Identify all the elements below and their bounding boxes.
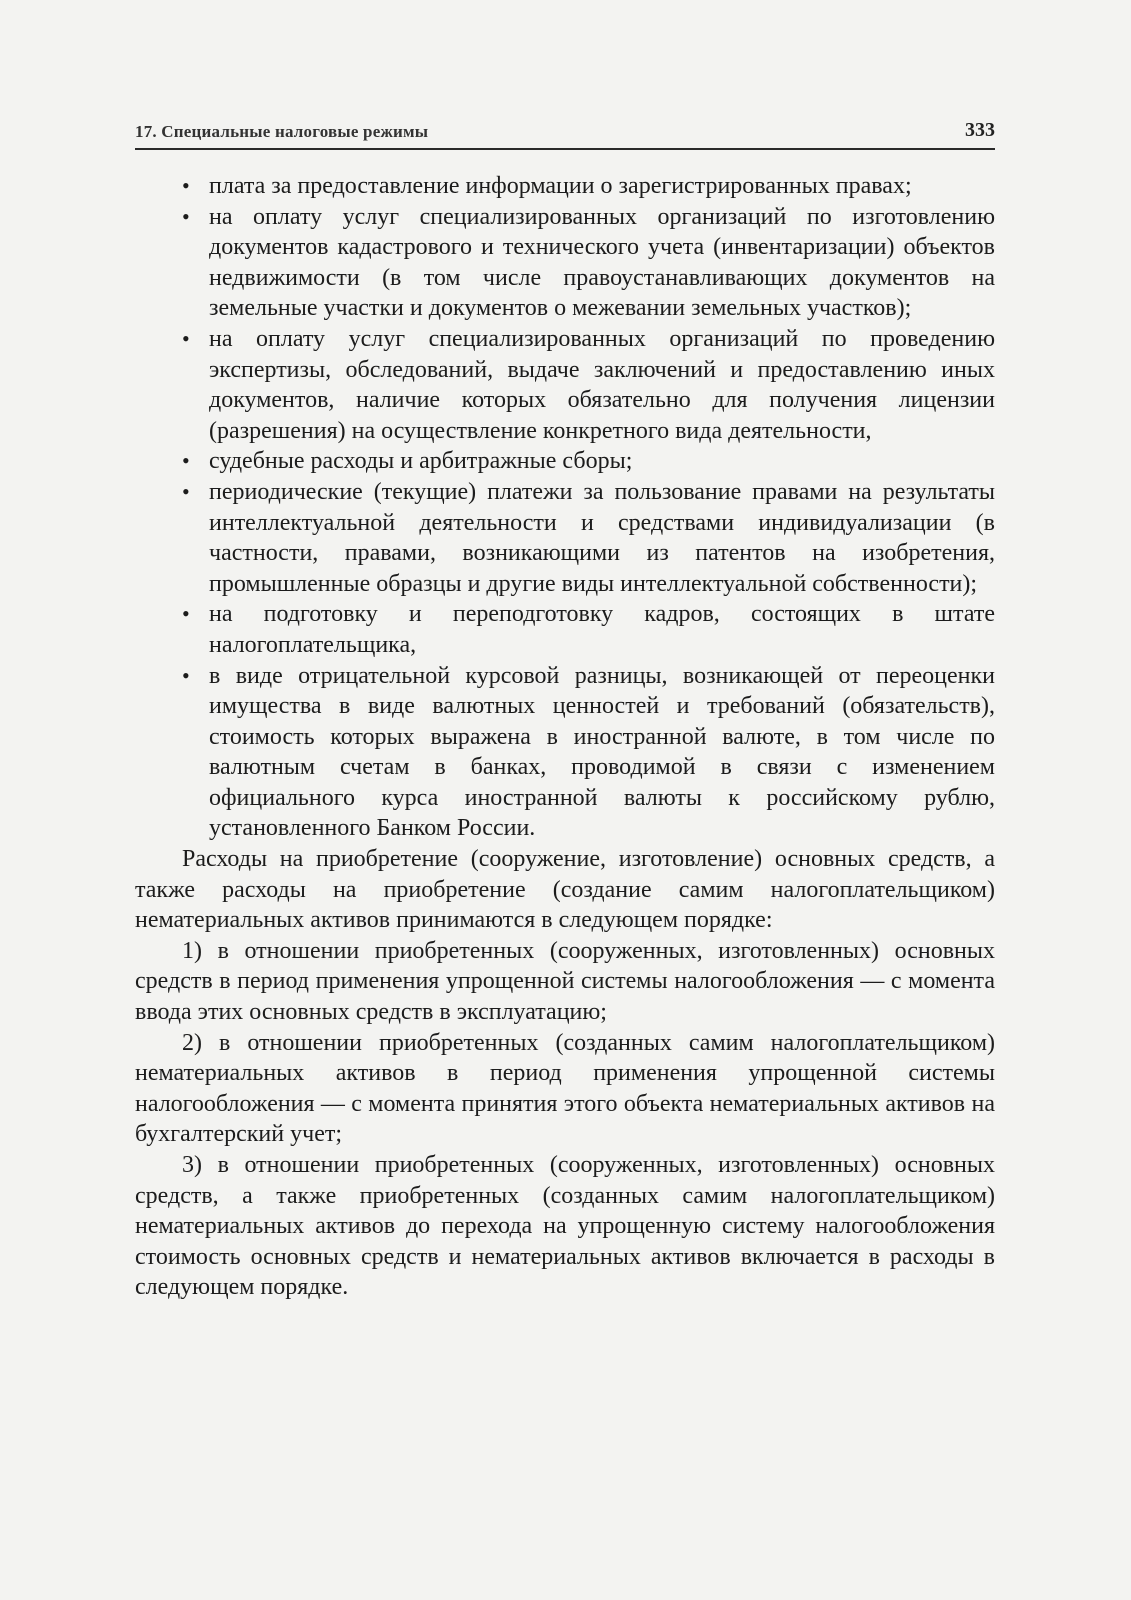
page-body (135, 171, 995, 1303)
list-item (135, 202, 995, 324)
list-item-text: на подготовку и переподготовку кадров, состоящих в штате налогоплательщика, (209, 601, 995, 658)
body-paragraph: 1) в отношении приобретенных (сооруженных, изготовленных) основных средств в период применения упрощенной системы налогообложения — с момента ввода этих основных средств в эксплуатацию; (135, 937, 995, 1026)
running-title: 17. Специальные налоговые режимы (135, 122, 429, 141)
bullet-icon: • (182, 325, 190, 351)
list-item-text: на оплату услуг специализированных организаций по изготовлению документов кадастрового и технического учета (инвентаризации) объектов недвижимости (в том числе правоустанавливающих документов на земельные участки и документов о межевании земельных участков); (209, 203, 995, 322)
bullet-icon: • (182, 448, 190, 474)
bullet-icon: • (182, 478, 190, 504)
page-number: 333 (965, 119, 995, 141)
list-item (135, 661, 995, 845)
list-item-text: в виде отрицательной курсовой разницы, возникающей от переоценки имущества в виде валютных ценностей и требований (обязательств), стоимость которых выражена в иностранной валюте, в том числе по валютным счетам в банках, проводимой в связи с изменением официального курса иностранной валюты к российскому рублю, установленного Банком России. (209, 662, 995, 842)
body-paragraph: 2) в отношении приобретенных (созданных самим налогоплательщиком) нематериальных активов в период применения упрощенной системы налогообложения — с момента принятия этого объекта нематериальных активов на бухгалтерский учет; (135, 1029, 995, 1148)
list-item-text: плата за предоставление информации о зарегистрированных правах; (209, 173, 912, 199)
body-paragraph: Расходы на приобретение (сооружение, изготовление) основных средств, а также расходы на приобретение (создание самим налогоплательщиком) нематериальных активов принимаются в следующем порядке: (135, 846, 995, 934)
list-item (135, 477, 995, 599)
bullet-icon: • (182, 601, 190, 627)
list-item (135, 446, 995, 477)
bullet-icon: • (182, 662, 190, 688)
page-header (135, 114, 995, 150)
bullet-icon: • (182, 173, 190, 198)
list-item-text: судебные расходы и арбитражные сборы; (209, 448, 633, 475)
list-item (135, 171, 995, 202)
bullet-list (135, 171, 995, 844)
list-item-text: на оплату услуг специализированных организаций по проведению экспертизы, обследований, выдаче заключений и предоставлению иных документов, наличие которых обязательно для получения лицензии (разрешения) на осуществление конкретного вида деятельности, (209, 325, 995, 444)
list-item-text: периодические (текущие) платежи за пользование правами на результаты интеллектуальной деятельности и средствами индивидуализации (в частности, правами, возникающими из патентов на изобретения, промышленные образцы и другие виды интеллектуальной собственности); (209, 478, 995, 597)
list-item (135, 324, 995, 446)
list-item (135, 599, 995, 660)
body-paragraph: 3) в отношении приобретенных (сооруженных, изготовленных) основных средств, а также приобретенных (созданных самим налогоплательщиком) нематериальных активов до перехода на упрощенную систему налогообложения стоимость основных средств и нематериальных активов включается в расходы в следующем порядке. (135, 1152, 995, 1301)
bullet-icon: • (182, 203, 190, 229)
